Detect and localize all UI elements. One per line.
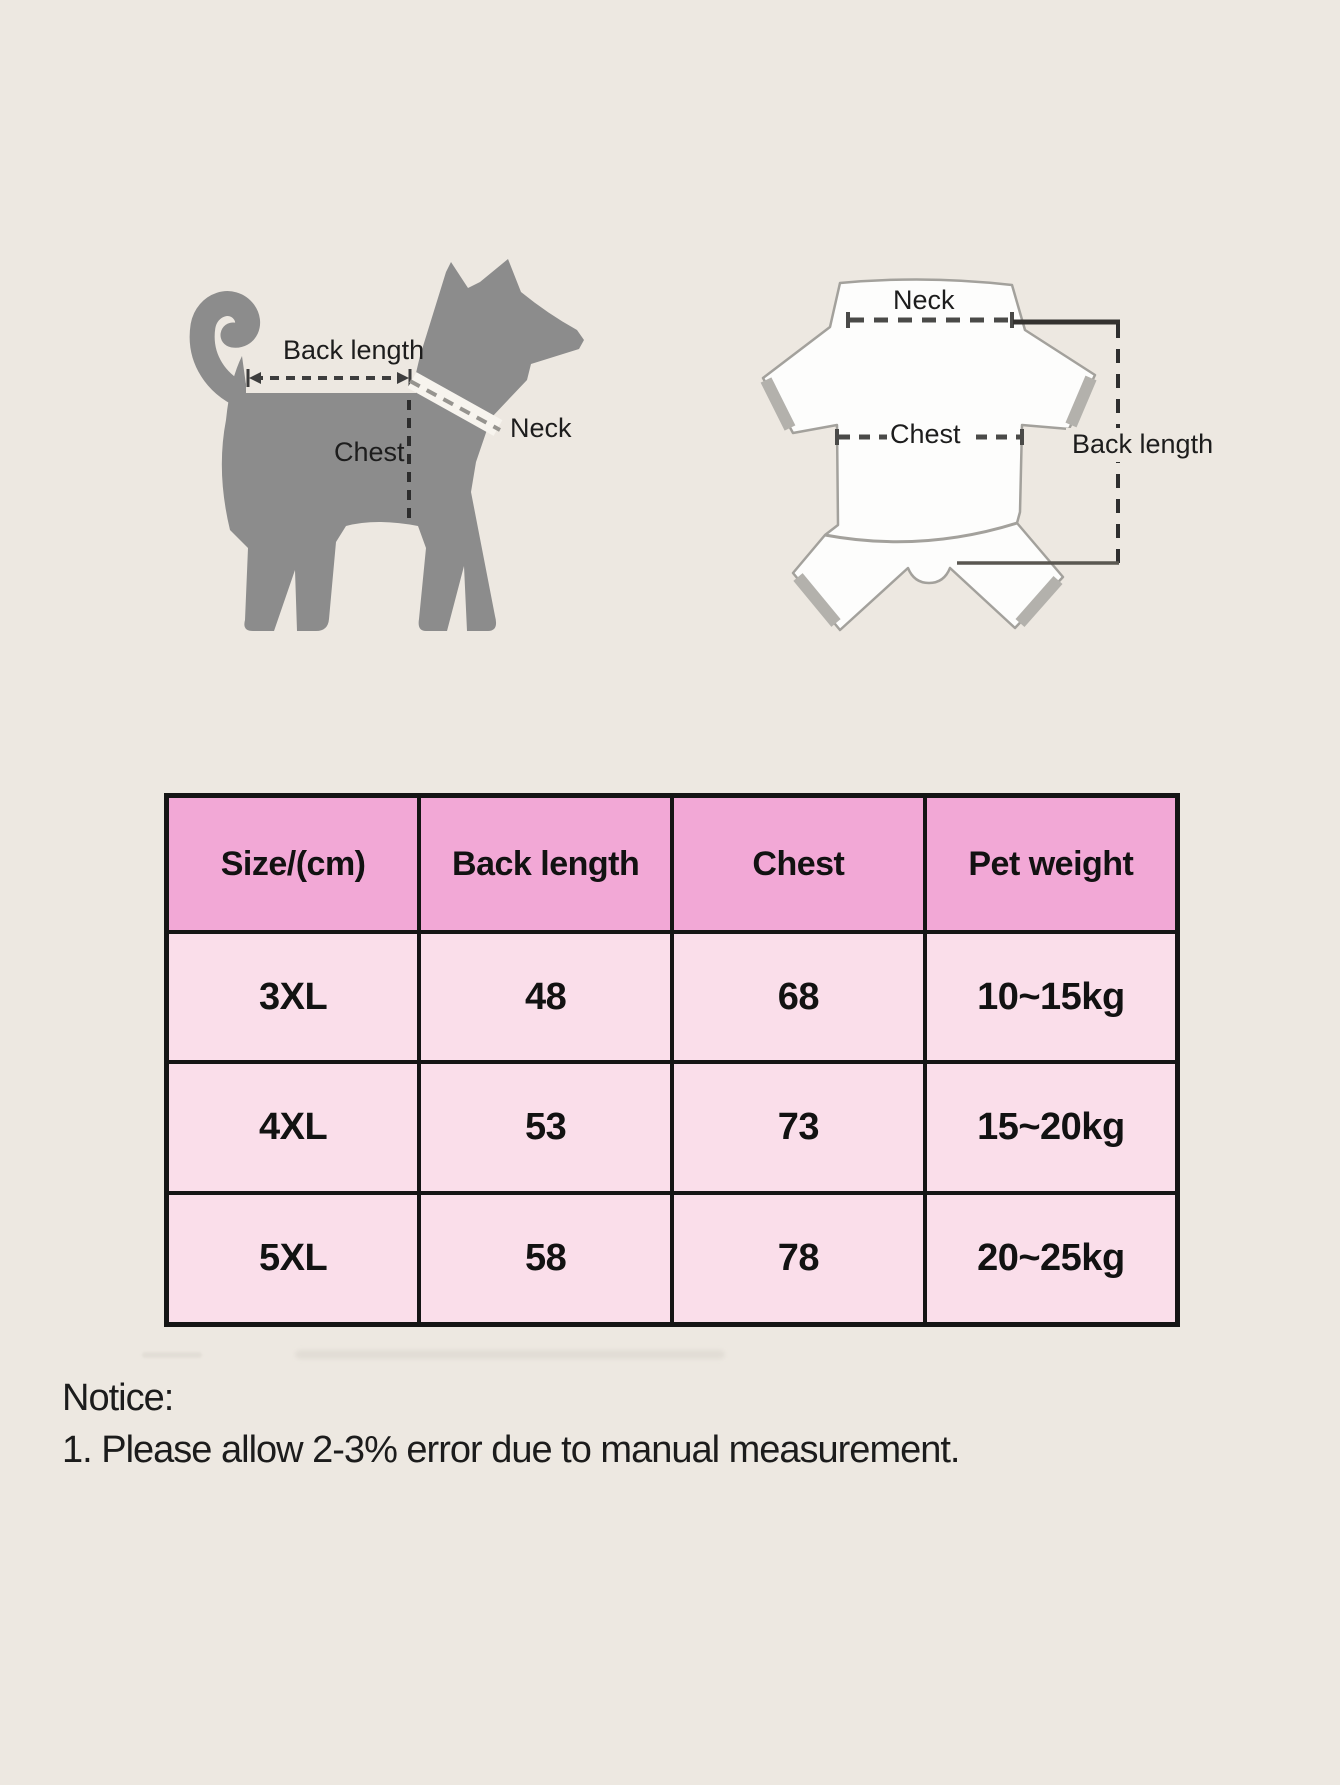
cell-chest: 73 bbox=[672, 1062, 925, 1192]
cell-size: 5XL bbox=[167, 1193, 420, 1325]
cell-pet-weight: 20~25kg bbox=[925, 1193, 1178, 1325]
cell-chest: 78 bbox=[672, 1193, 925, 1325]
cell-back-length: 48 bbox=[419, 932, 672, 1062]
dog-chest-label: Chest bbox=[334, 437, 405, 467]
cell-pet-weight: 10~15kg bbox=[925, 932, 1178, 1062]
cell-back-length: 53 bbox=[419, 1062, 672, 1192]
table-row bbox=[167, 1062, 1178, 1192]
table-row bbox=[167, 932, 1178, 1062]
garment-back-length-label: Back length bbox=[1066, 428, 1219, 462]
cell-pet-weight: 15~20kg bbox=[925, 1062, 1178, 1192]
size-table bbox=[164, 793, 1180, 1327]
column-header-chest: Chest bbox=[672, 796, 925, 933]
dog-neck-label: Neck bbox=[510, 413, 572, 443]
dog-back-length-label: Back length bbox=[283, 335, 425, 365]
table-row bbox=[167, 1193, 1178, 1325]
notice-block bbox=[62, 1372, 959, 1477]
cell-chest: 68 bbox=[672, 932, 925, 1062]
garment-outline bbox=[763, 279, 1095, 630]
column-header-back-length: Back length bbox=[419, 796, 672, 933]
faint-artifact bbox=[142, 1352, 202, 1358]
size-table-header-row bbox=[167, 796, 1178, 933]
cell-size: 4XL bbox=[167, 1062, 420, 1192]
notice-line: 1. Please allow 2-3% error due to manual measurement. bbox=[62, 1429, 960, 1472]
notice-heading: Notice: bbox=[62, 1377, 174, 1419]
column-header-size: Size/(cm) bbox=[167, 796, 420, 933]
garment-neck-label: Neck bbox=[893, 285, 955, 315]
garment-chest-label: Chest bbox=[890, 419, 961, 449]
column-header-pet-weight: Pet weight bbox=[925, 796, 1178, 933]
faint-artifact bbox=[295, 1350, 725, 1359]
cell-size: 3XL bbox=[167, 932, 420, 1062]
cell-back-length: 58 bbox=[419, 1193, 672, 1325]
